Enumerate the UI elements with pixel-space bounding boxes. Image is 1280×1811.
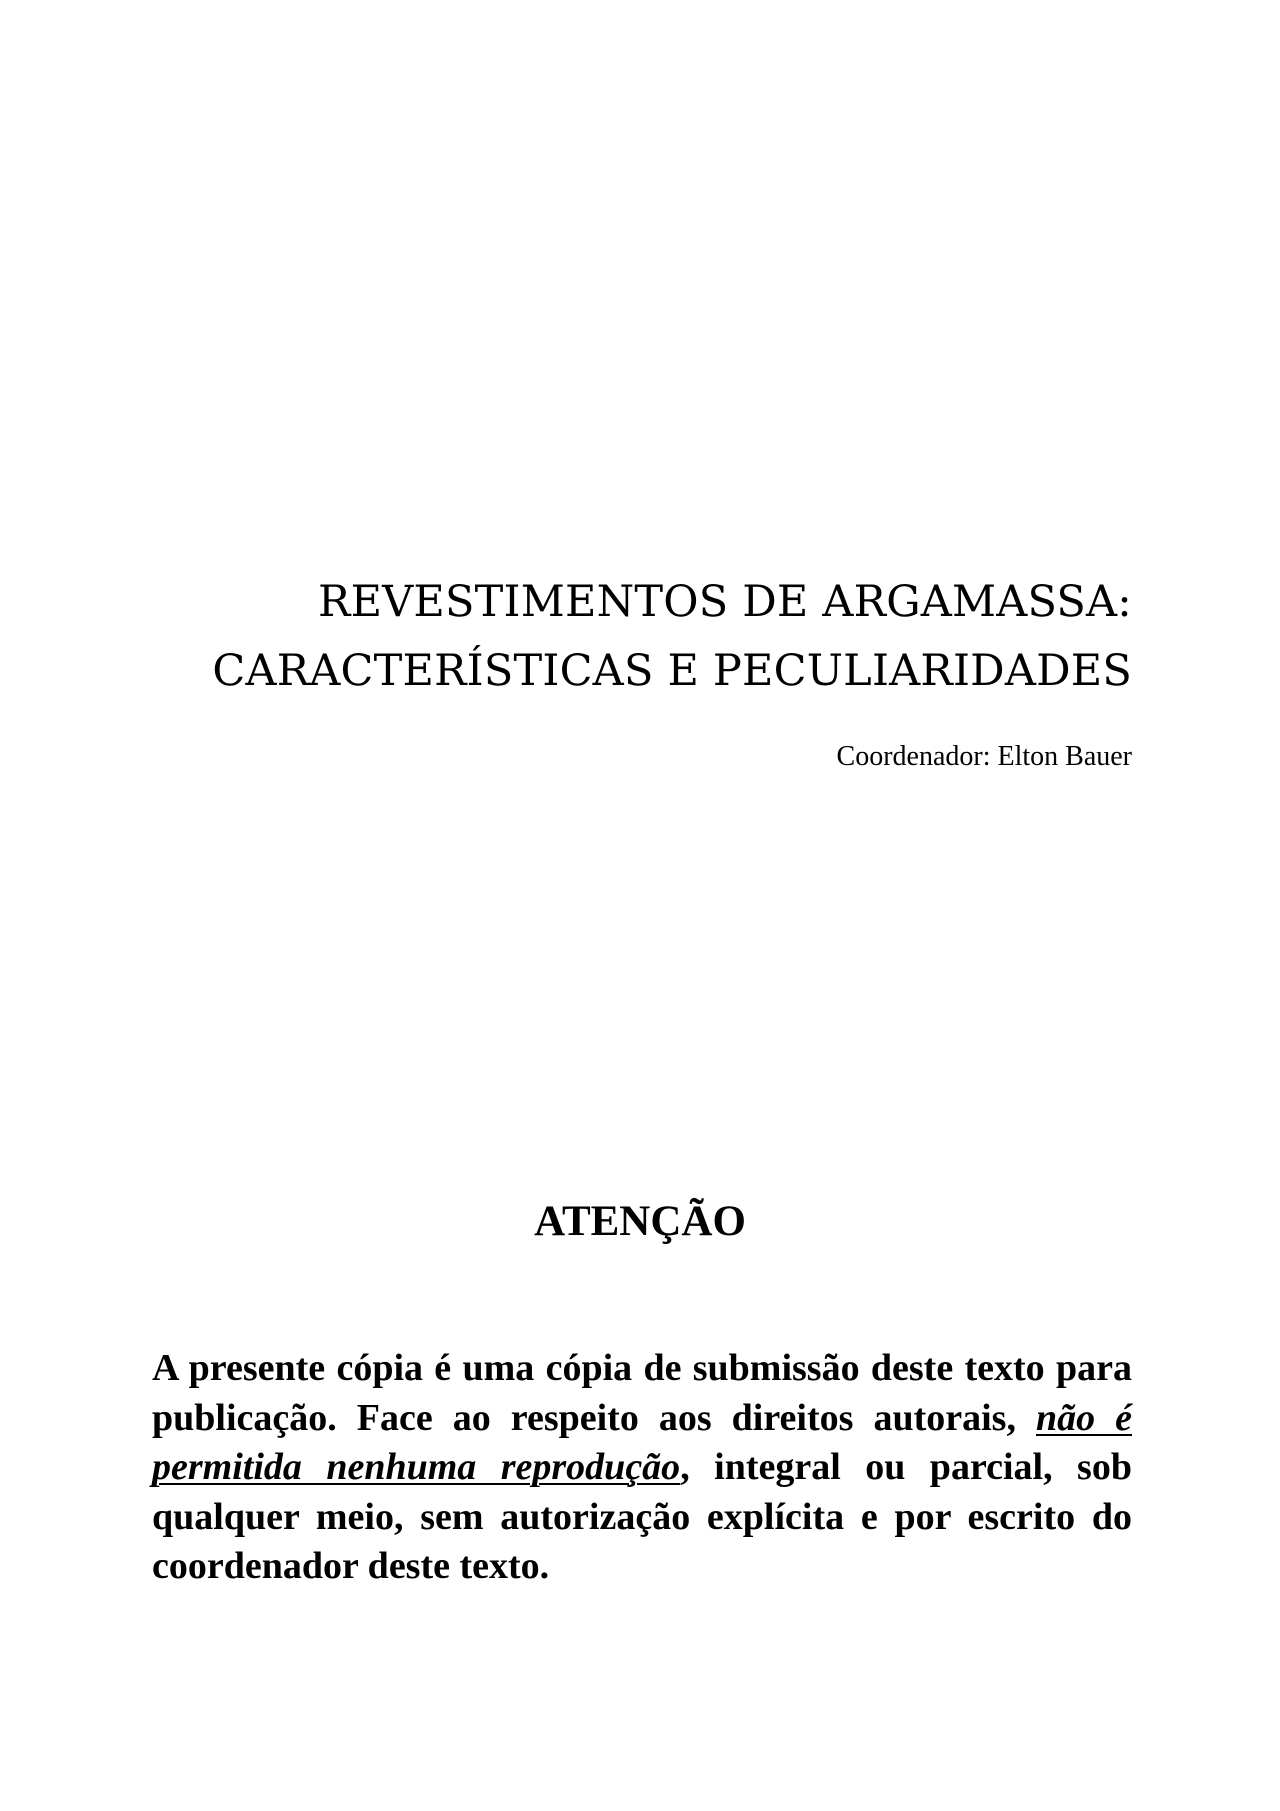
copyright-notice (152, 1344, 1132, 1592)
notice-text-before: A presente cópia é uma cópia de submissão deste texto para publicação. Face ao respeito aos direitos autorais, (152, 1347, 1132, 1439)
title-line-2: CARACTERÍSTICAS E PECULIARIDADES (212, 646, 1132, 696)
title-line-1: REVESTIMENTOS DE ARGAMASSA: (318, 577, 1132, 627)
document-title (150, 568, 1132, 706)
notice-emphasis: não é permitida nenhuma reprodução (152, 1396, 1133, 1488)
notice-text-after: , integral ou parcial, sob qualquer meio, sem autorização explícita e por escrito do coordenador deste texto. (152, 1446, 1132, 1587)
attention-heading: ATENÇÃO (534, 1198, 746, 1245)
coordinator-credit: Coordenador: Elton Bauer (836, 741, 1132, 772)
